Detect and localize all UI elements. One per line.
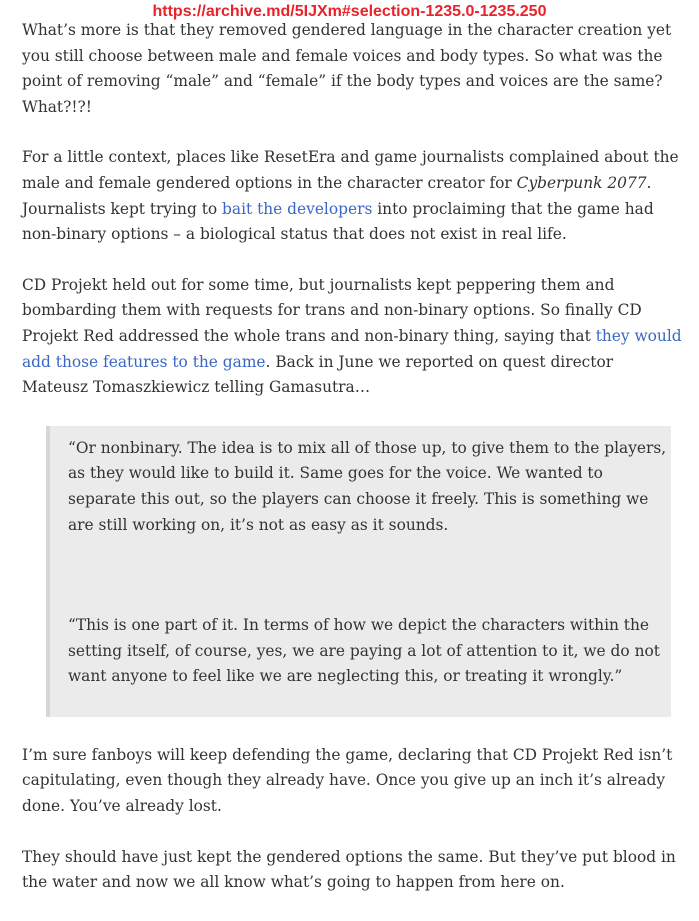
paragraph-cd-projekt bbox=[22, 273, 682, 401]
archive-source-url[interactable]: https://archive.md/5IJXm#selection-1235.0-1235.250 bbox=[152, 3, 547, 20]
paragraph-conclusion: They should have just kept the gendered options the same. But they’ve put blood in the water and now we all know what’s going to happen from here on. bbox=[22, 847, 676, 892]
quote-paragraph-2: “This is one part of it. In terms of how we depict the characters within the setting itself, of course, yes, we are paying a lot of attention to it, we do not want anyone to feel like we are neglecting this, or treating it wrongly.” bbox=[68, 616, 660, 686]
quote-block bbox=[46, 426, 671, 717]
add-features-link[interactable]: they would add those features to the game bbox=[22, 326, 682, 371]
game-title: Cyberpunk 2077 bbox=[516, 173, 647, 192]
paragraph-context-text-2: . Journalists kept trying to bbox=[22, 173, 652, 218]
bait-developers-link[interactable]: bait the developers bbox=[222, 199, 373, 218]
paragraph-context-text-1: For a little context, places like ResetEra and game journalists complained about the male and female gendered options in the character creator for bbox=[22, 148, 679, 192]
paragraph-context-text-3: into proclaiming that the game had non-binary options – a biological status that does not exist in real life. bbox=[22, 199, 654, 244]
quote-spacer bbox=[68, 563, 671, 613]
quote-paragraph-1: “Or nonbinary. The idea is to mix all of those up, to give them to the players, as they would like to build it. Same goes for the voice. We wanted to separate this out, so the players can choose it freely. This is something we are still working on, it’s not as easy as it sounds. bbox=[68, 438, 667, 534]
paragraph-context bbox=[22, 145, 682, 247]
article-body bbox=[22, 18, 682, 921]
paragraph-cd-projekt-text-2: . Back in June we reported on quest director Mateusz Tomaszkiewicz telling Gamasutra… bbox=[22, 352, 614, 397]
paragraph-gendered-language: What’s more is that they removed gendered language in the character creation yet you still choose between male and female voices and body types. So what was the point of removing “male” and “female” if the body types and voices are the same? What?!?! bbox=[22, 21, 672, 116]
paragraph-fanboys: I’m sure fanboys will keep defending the game, declaring that CD Projekt Red isn’t capitulating, even though they already have. Once you give up an inch it’s already done. You’ve already lost. bbox=[22, 745, 673, 816]
paragraph-cd-projekt-text-1: CD Projekt held out for some time, but journalists kept peppering them and bombarding them with requests for trans and non-binary options. So finally CD Projekt Red addressed the whole trans and non-binary thing, saying that bbox=[22, 275, 642, 345]
